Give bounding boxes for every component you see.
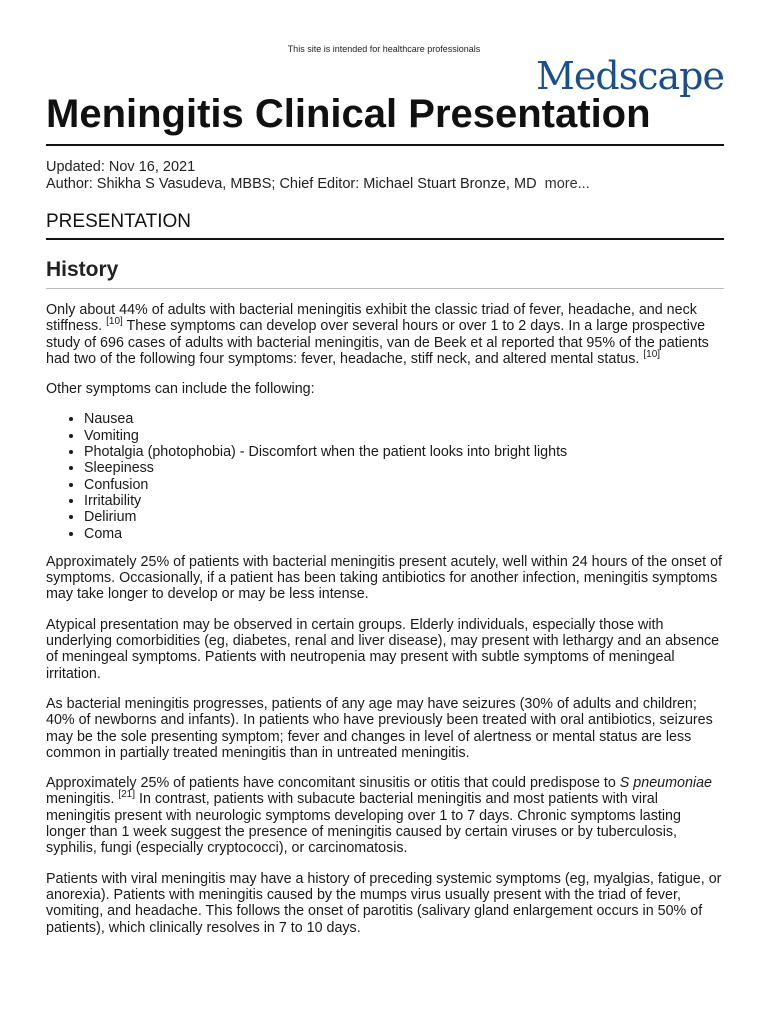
list-item: • Nausea — [84, 411, 724, 427]
list-item: • Confusion — [84, 477, 724, 493]
list-item: • Photalgia (photophobia) - Discomfort when the patient looks into bright lights — [84, 444, 724, 460]
paragraph-6 — [46, 775, 724, 856]
author-text: Author: Shikha S Vasudeva, MBBS; Chief Editor: Michael Stuart Bronze, MD — [46, 176, 537, 192]
article-body — [46, 302, 724, 950]
page-title: Meningitis Clinical Presentation — [46, 92, 651, 136]
list-item: • Vomiting — [84, 428, 724, 444]
reference-link-10b[interactable]: [10] — [643, 348, 661, 360]
list-item: • Irritability — [84, 493, 724, 509]
reference-link-21[interactable]: [21] — [118, 789, 136, 801]
article-meta — [46, 159, 590, 193]
list-item: • Delirium — [84, 509, 724, 525]
section-heading: PRESENTATION — [46, 211, 191, 232]
paragraph-2: Other symptoms can include the following: — [46, 381, 315, 398]
list-item: • Coma — [84, 526, 724, 542]
paragraph-3: Approximately 25% of patients with bacterial meningitis present acutely, well within 24 hours of the onset of symptoms. Occasionally, if a patient has been taking antibiotics for another infection, meningitis symptoms may take longer to develop or may be less intense. — [46, 553, 723, 603]
author-line — [46, 176, 590, 193]
subsection-heading: History — [46, 258, 119, 281]
more-link[interactable]: more... — [544, 176, 590, 192]
logo-part-scape: scape — [618, 54, 724, 98]
logo-part-med: Med — [536, 54, 619, 98]
paragraph-5: As bacterial meningitis progresses, patients of any age may have seizures (30% of adults and children; 40% of newborns and infants). In patients who have previously been treated with oral antibiotics, seizures may be the sole presenting symptom; fever and changes in level of alertness or mental status are less common in partially treated meningitis than in untreated meningitis. — [46, 695, 713, 761]
paragraph-4: Atypical presentation may be observed in certain groups. Elderly individuals, especially those with underlying comorbidities (eg, diabetes, renal and liver disease), may present with lethargy and an absence of meningeal symptoms. Patients with neutropenia may present with subtle symptoms of meningeal irritation. — [46, 616, 720, 682]
reference-link-10[interactable]: [10] — [106, 316, 123, 328]
title-divider — [46, 144, 724, 146]
p1-text-a: Only about 44% of adults with bacterial meningitis exhibit the classic triad of fever, headache, and neck stiffness. — [46, 302, 697, 335]
updated-date: Updated: Nov 16, 2021 — [46, 159, 196, 175]
site-notice: This site is intended for healthcare professionals — [287, 44, 481, 54]
symptom-list — [46, 411, 724, 541]
section-divider — [46, 238, 724, 240]
paragraph-7: Patients with viral meningitis may have a history of preceding systemic symptoms (eg, myalgias, fatigue, or anorexia). Patients with meningitis caused by the mumps virus usually present with the triad of fever, vomiting, and headache. This follows the onset of parotitis (salivary gland enlargement occurs in 50% of patients), which clinically resolves in 7 to 10 days. — [46, 870, 722, 936]
p6-italic-organism: S pneumoniae — [619, 775, 712, 792]
p6-text-c: In contrast, patients with subacute bacterial meningitis and most patients with viral meningitis present with neurologic symptoms developing over 1 to 7 days. Chronic symptoms lasting longer than 1 week suggest the presence of meningitis caused by certain viruses or by tuberculosis, syphilis, fungi (especially cryptococci), or carcinomatosis. — [46, 791, 681, 857]
p6-text-a: Approximately 25% of patients have concomitant sinusitis or otitis that could predispose to — [46, 775, 620, 792]
p6-text-b: meningitis. — [46, 791, 115, 808]
subsection-divider — [46, 288, 724, 289]
p1-text-b: These symptoms can develop over several hours or over 1 to 2 days. In a large prospective study of 696 cases of adults with bacterial meningitis, van de Beek et al reported that 95% of the patients had two of the following four symptoms: fever, headache, stiff neck, and altered mental status. — [46, 318, 709, 367]
paragraph-1 — [46, 302, 724, 367]
list-item: • Sleepiness — [84, 460, 724, 476]
